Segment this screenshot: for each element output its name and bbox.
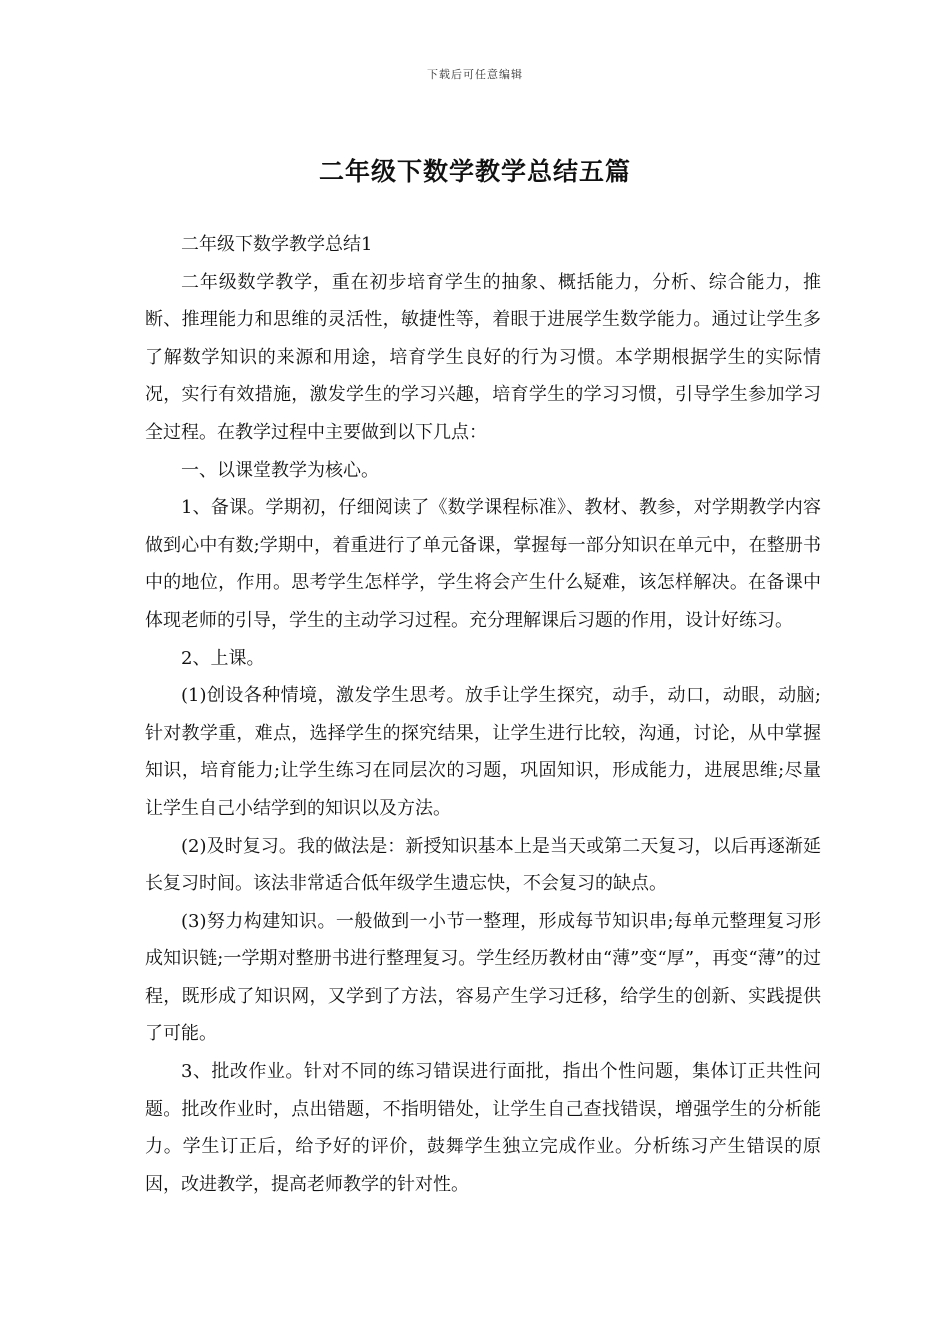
document-title: 二年级下数学教学总结五篇 <box>318 157 631 186</box>
section-heading: 二年级下数学教学总结1 <box>181 234 373 255</box>
paragraph: 3、批改作业。针对不同的练习错误进行面批，指出个性问题，集体订正共性问题。批改作业时，点出错题，不指明错处，让学生自己查找错误，增强学生的分析能力。学生订正后，给予好的评价，鼓舞学生独立完成作业。分析练习产生错误的原因，改进教学，提高老师教学的针对性。 <box>145 1061 821 1195</box>
section-heading: 一、以课堂教学为核心。 <box>181 459 379 481</box>
paragraph: (1)创设各种情境，激发学生思考。放手让学生探究，动手，动口，动眼，动脑;针对教学重，难点，选择学生的探究结果，让学生进行比较，沟通，讨论，从中掌握知识，培育能力;让学生练习在同层次的习题，巩固知识，形成能力，进展思维;尽量让学生自己小结学到的知识以及方法。 <box>145 685 821 819</box>
paragraph: 二年级数学教学，重在初步培育学生的抽象、概括能力，分析、综合能力，推断、推理能力和思维的灵活性，敏捷性等，着眼于进展学生数学能力。通过让学生多了解数学知识的来源和用途，培育学生良好的行为习惯。本学期根据学生的实际情况，实行有效措施，激发学生的学习兴趣，培育学生的学习习惯，引导学生参加学习全过程。在教学过程中主要做到以下几点： <box>145 271 821 443</box>
paragraph: (3)努力构建知识。一般做到一小节一整理，形成每节知识串;每单元整理复习形成知识链;一学期对整册书进行整理复习。学生经历教材由“薄”变“厚”，再变“薄”的过程，既形成了知识网，又学到了方法，容易产生学习迁移，给学生的创新、实践提供了可能。 <box>145 910 821 1045</box>
document-body <box>145 226 821 1203</box>
paragraph: (2)及时复习。我的做法是：新授知识基本上是当天或第二天复习，以后再逐渐延长复习时间。该法非常适合低年级学生遗忘快，不会复习的缺点。 <box>145 835 821 895</box>
section-heading: 2、上课。 <box>181 647 265 669</box>
header-note: 下载后可任意编辑 <box>427 68 523 81</box>
paragraph: 1、备课。学期初，仔细阅读了《数学课程标准》、教材、教参，对学期教学内容做到心中有数;学期中，着重进行了单元备课，掌握每一部分知识在单元中，在整册书中的地位，作用。思考学生怎样学，学生将会产生什么疑难，该怎样解决。在备课中体现老师的引导，学生的主动学习过程。充分理解课后习题的作用，设计好练习。 <box>145 497 821 631</box>
